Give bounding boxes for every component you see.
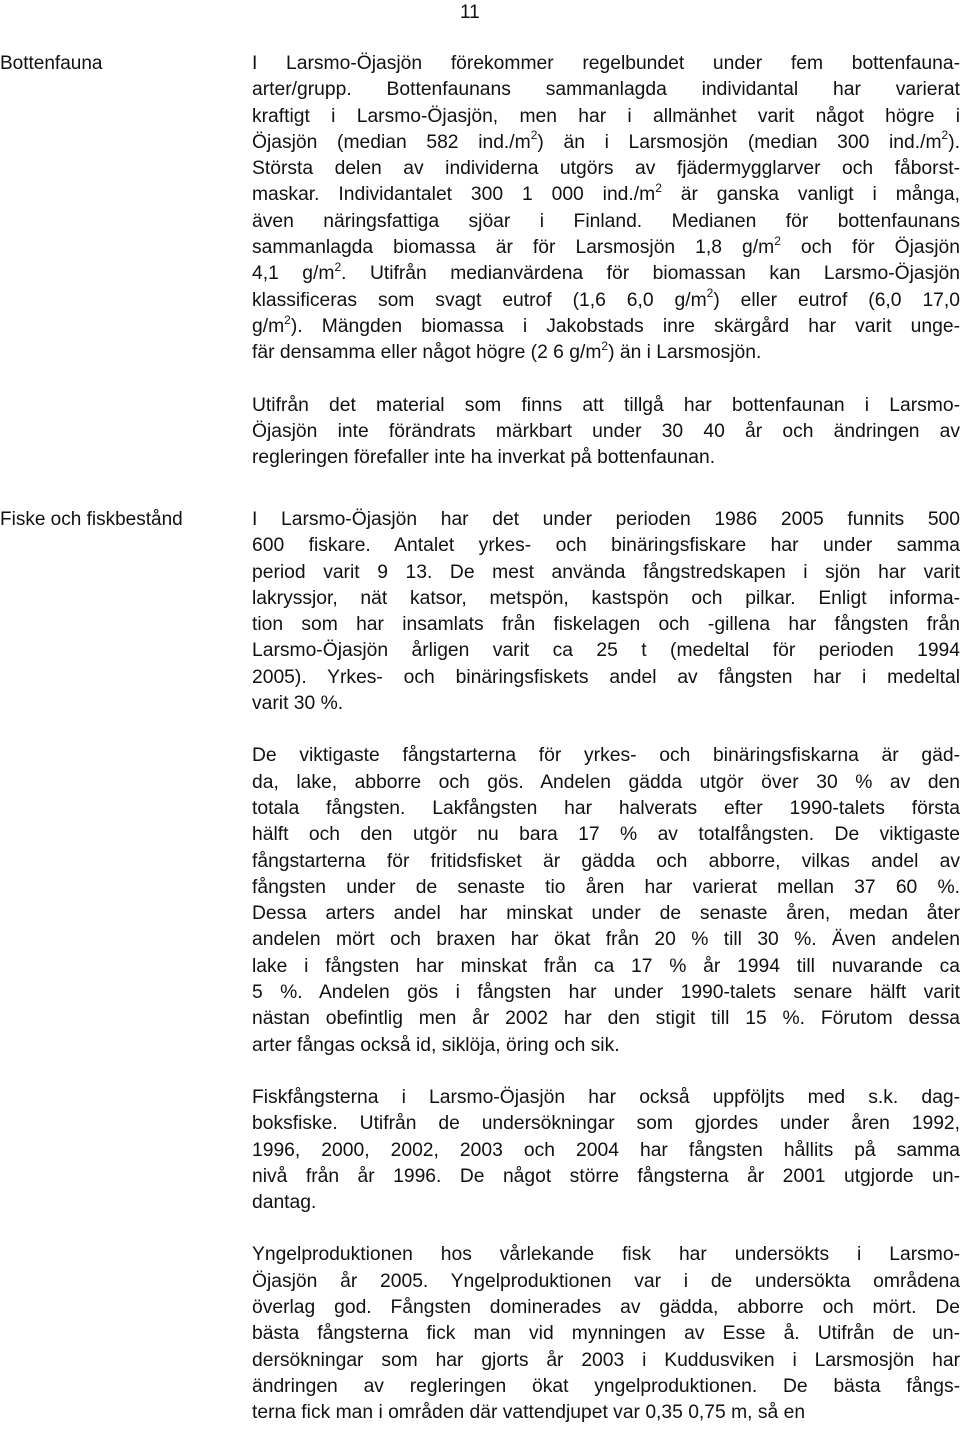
paragraph <box>252 507 960 717</box>
section-body <box>252 507 960 1427</box>
paragraph <box>252 393 960 472</box>
text-line: varit 30 %. <box>252 693 344 715</box>
text-line: lakryssjor, nät katsor, metspön, kastspön och pilkar. Enligt informa- <box>252 587 960 609</box>
text-line: De viktigaste fångstarterna för yrkes- och binäringsfiskarna är gäd- <box>252 745 960 767</box>
text-line: 1996, 2000, 2002, 2003 och 2004 har fångsten hållits på samma <box>252 1139 960 1161</box>
text-line: Yngelproduktionen hos vårlekande fisk har undersökts i Larsmo- <box>252 1244 960 1266</box>
text-line: Öjasjön (median 582 $ind./m^2$) än i Larsmosjön (median 300 $ind./m^2$). <box>252 128 960 153</box>
text-line: 5 %. Andelen gös i fångsten har under 1990-talets senare hälft varit <box>252 982 960 1004</box>
text-line: Dessa arters andel har minskat under de senaste åren, medan åter <box>252 903 960 925</box>
text-line: även näringsfattiga sjöar i Finland. Medianen för bottenfaunans <box>252 210 960 232</box>
section-body <box>252 51 960 471</box>
text-line: $g/m^2$). Mängden biomassa i Jakobstads inre skärgård har varit unge- <box>252 312 960 337</box>
text-line: arter fångas också id, siklöja, öring och sik. <box>252 1034 620 1056</box>
text-line: fångstarterna för fritidsfisket är gädda och abborre, vilkas andel av <box>252 850 960 872</box>
text-line: andelen mört och braxen har ökat från 20 % till 30 %. Även andelen <box>252 929 960 951</box>
text-line: I Larsmo-Öjasjön förekommer regelbundet under fem bottenfauna- <box>252 53 960 74</box>
section-heading: Bottenfauna <box>0 53 103 74</box>
text-line: terna fick man i områden där vattendjupet var 0,35 0,75 m, så en <box>252 1402 806 1424</box>
text-line: ändringen av regleringen ökat yngelproduktionen. De bästa fångs- <box>252 1375 960 1397</box>
text-line: lake i fångsten har minskat från ca 17 % år 1994 till nuvarande ca <box>252 955 960 977</box>
text-line: 4,1 $g/m^2$. Utifrån medianvärdena för biomassan kan Larsmo-Öjasjön <box>252 259 960 285</box>
text-line: kraftigt i Larsmo-Öjasjön, men har i allmänhet varit något högre i <box>252 105 960 127</box>
text-line: bästa fångsterna fick man vid mynningen av Esse å. Utifrån de un- <box>252 1323 960 1345</box>
text-line: Öjasjön år 2005. Yngelproduktionen var i de undersökta områdena <box>252 1270 960 1292</box>
text-line: klassificeras som svagt eutrof (1,6 6,0 $g/m^2$) eller eutrof (6,0 17,0 <box>252 286 960 311</box>
section-heading: Fiske och fiskbestånd <box>0 509 183 530</box>
text-line: dantag. <box>252 1192 317 1214</box>
text-line: boksfiske. Utifrån de undersökningar som gjordes under åren 1992, <box>252 1113 960 1135</box>
text-line: Fiskfångsterna i Larsmo-Öjasjön har också uppföljts med s.k. dag- <box>252 1086 960 1108</box>
text-line: Öjasjön inte förändrats märkbart under 30 40 år och ändringen av <box>252 420 960 442</box>
text-line: hälft och den utgör nu bara 17 % av totalfångsten. De viktigaste <box>252 824 960 846</box>
text-line: dersökningar som har gjorts år 2003 i Kuddusviken i Larsmosjön har <box>252 1349 960 1371</box>
paragraph <box>252 1085 960 1216</box>
text-line: Utifrån det material som finns att tillgå har bottenfaunan i Larsmo- <box>252 394 960 416</box>
text-line: arter/grupp. Bottenfaunans sammanlagda individantal har varierat <box>252 79 960 101</box>
text-line: period varit 9 13. De mest använda fångstredskapen i sjön har varit <box>252 561 960 583</box>
text-line: maskar. Individantalet 300 1 000 $ind./m^2$ är ganska vanligt i många, <box>252 181 960 206</box>
paragraph <box>252 1242 960 1426</box>
text-line: sammanlagda biomassa är för Larsmosjön 1,8 $g/m^2$ och för Öjasjön <box>252 233 960 259</box>
text-line: nästan obefintlig men år 2002 har den stigit till 15 %. Förutom dessa <box>252 1008 960 1030</box>
text-line: Största delen av individerna utgörs av fjädermygglarver och fåborst- <box>252 158 960 180</box>
text-line: totala fångsten. Lakfångsten har halverats efter 1990-talets första <box>252 797 960 819</box>
text-line: fångsten under de senaste tio åren har varierat mellan 37 60 %. <box>252 876 960 898</box>
text-line: tion som har insamlats från fiskelagen och -gillena har fångsten från <box>252 614 960 636</box>
text-line: da, lake, abborre och gös. Andelen gädda utgör över 30 % av den <box>252 771 960 793</box>
paragraph <box>252 743 960 1059</box>
text-line: fär densamma eller något högre (2 6 $g/m^2$) än i Larsmosjön. <box>252 338 762 364</box>
text-line: I Larsmo-Öjasjön har det under perioden 1986 2005 funnits 500 <box>252 509 960 530</box>
text-line: regleringen förefaller inte ha inverkat på bottenfaunan. <box>252 447 716 469</box>
text-line: 600 fiskare. Antalet yrkes- och binäringsfiskare har under samma <box>252 535 960 557</box>
text-line: nivå från år 1996. De något större fångsterna år 2001 utgjorde un- <box>252 1165 960 1187</box>
text-line: 2005). Yrkes- och binäringsfiskets andel av fångsten har i medeltal <box>252 666 960 688</box>
page-number: 11 <box>460 2 480 23</box>
text-line: Larsmo-Öjasjön årligen varit ca 25 t (medeltal för perioden 1994 <box>252 640 960 662</box>
paragraph <box>252 51 960 367</box>
text-line: överlag god. Fångsten dominerades av gädda, abborre och mört. De <box>252 1297 960 1319</box>
